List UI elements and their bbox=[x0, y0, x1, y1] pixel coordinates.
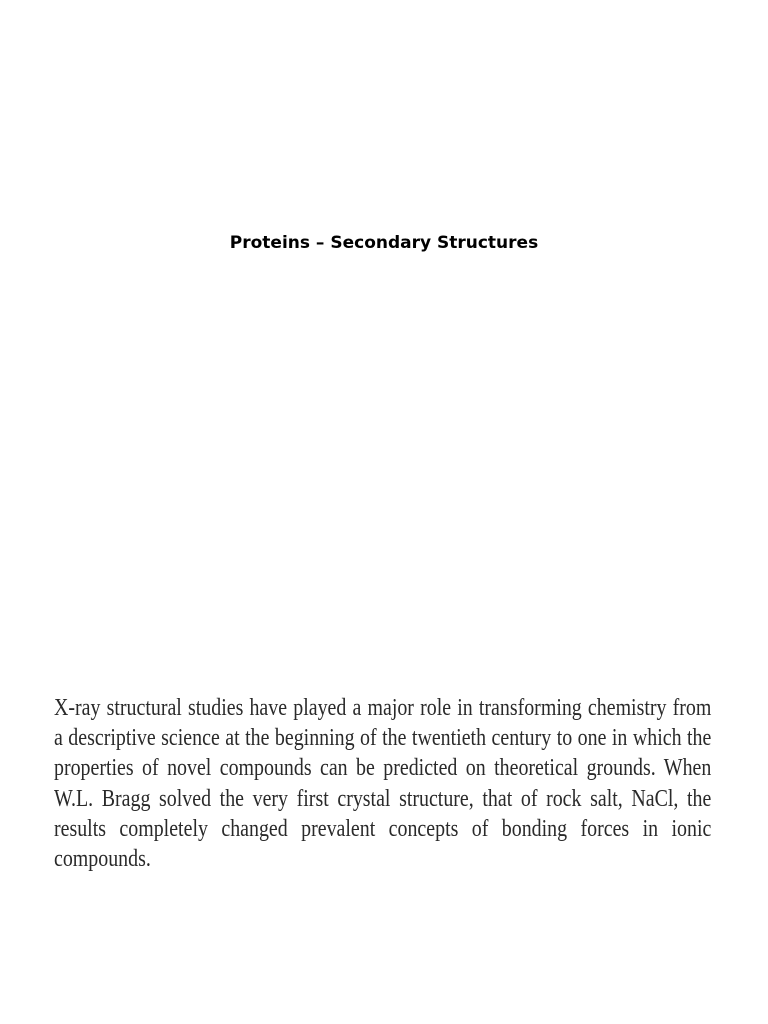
body-paragraph: X-ray structural studies have played a major role in transforming chemistry from a descriptive science at the beginning of the twentieth century to one in which the properties of novel compounds can be predicted on theoretical grounds. When W.L. Bragg solved the very first crystal structure, that of rock salt, NaCl, the results completely changed prevalent concepts of bonding forces in ionic compounds. bbox=[54, 695, 712, 873]
page-title: Proteins – Secondary Structures bbox=[229, 233, 539, 253]
